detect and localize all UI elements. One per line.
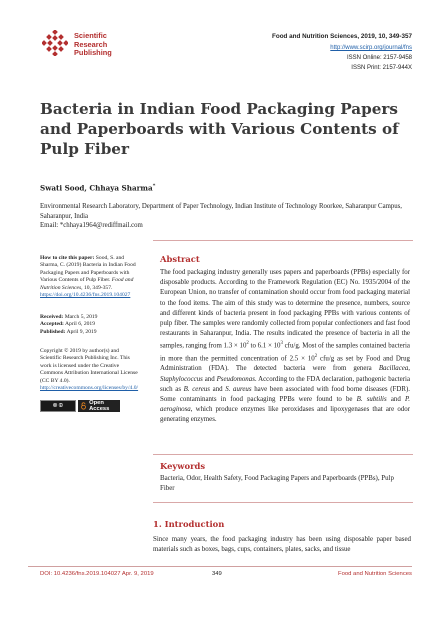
accepted-date: April 6, 2019 <box>65 321 96 328</box>
cc-icon: 🅭 <box>53 402 57 409</box>
publisher-name-line1: Scientific <box>74 31 107 40</box>
cite-text: Sood, S. and Sharma, C. (2019) Bacteria in Indian Food Packaging Papers and Paperboards with Various Contents of Pulp Fiber. <box>40 255 136 284</box>
abstract-text-1: The food packaging industry generally uses papers and paperboards (PPBs) especially for disposable products. According to the Framework Regulation (EC) No. 1935/2004 of the European Union, no transfer of contamination should occur from food packaging material to the food items. The aim of this study was to determine the presence, numbers, source and different kinds of bacteria present in food packaging PPBs with various contents of pulp fiber. The samples were randomly collected from popular confectioners and fast food restaurants in Saharanpur, India. The results indicated the presence of bacteria in all the samples, ranging from 1.3 × 10 <box>160 269 410 350</box>
abstract-top-rule <box>153 240 413 241</box>
footer-page-number: 349 <box>212 571 222 577</box>
received-row <box>40 314 140 321</box>
abstract-sup-2: 3 <box>280 341 283 347</box>
abstract-text-6: . According to the FDA declaration, pathogenic bacteria such as <box>160 375 410 393</box>
introduction-text: Since many years, the food packaging industry has been using disposable paper based materials such as boxes, bags, cups, containers, plates, sacks, and tissue <box>153 536 411 554</box>
abstract-species-3: B. subtilis <box>356 396 387 404</box>
citation-block <box>40 255 140 299</box>
article-authors <box>40 183 155 192</box>
keywords-heading: Keywords <box>160 461 206 471</box>
license-url-link[interactable]: http://creativecommons.org/licenses/by/4.0/ <box>40 385 139 392</box>
footer-rule <box>28 566 412 567</box>
abstract-genus-2: Pseudomonas <box>216 375 255 383</box>
publisher-name-line2: Research <box>74 39 108 49</box>
keywords-top-rule <box>153 454 413 455</box>
footer-doi: DOI: 10.4236/fns.2019.104027 Apr. 9, 2019 <box>40 571 154 577</box>
footer-journal: Food and Nutrition Sciences <box>337 571 412 577</box>
copyright-text: Copyright © 2019 by author(s) and Scientific Research Publishing Inc. This work is licensed under the Creative Commons Attribution International License (CC BY 4.0). <box>40 348 138 384</box>
abstract-body <box>160 268 410 426</box>
published-row <box>40 329 140 336</box>
accepted-label: Accepted: <box>40 321 64 328</box>
author-names: Swati Sood, Chhaya Sharma <box>40 183 153 193</box>
abstract-text-5: and <box>202 375 217 383</box>
abstract-text-4: cfu/g as set by Food and Drug Administration (FDA). The detected bacteria were from genera <box>160 355 411 373</box>
accepted-row <box>40 321 140 328</box>
cite-volume: , 10, 349-357. <box>81 284 113 291</box>
open-access-label: Open Access <box>89 400 110 412</box>
abstract-heading: Abstract <box>160 254 200 264</box>
abstract-species-1: B. cereus <box>183 385 210 393</box>
open-lock-icon <box>81 402 86 410</box>
author-affiliation: Environmental Research Laboratory, Department of Paper Technology, Indian Institute of Technology Roorkee, Saharanpur Campus, Saharanpur, India <box>40 203 403 220</box>
abstract-species-4: P. aeroginosa <box>160 396 410 414</box>
open-access-badge[interactable] <box>78 400 120 412</box>
published-label: Published: <box>40 328 66 335</box>
abstract-genus-1: Bacillacea, Staphylococcus <box>160 365 410 383</box>
author-email[interactable]: Email: *chhaya1964@rediffmail.com <box>40 222 143 229</box>
abstract-species-2: S. aureus <box>225 385 252 393</box>
abstract-text-10: , which produce enzymes like peroxidases and lipoxygenases that are odor generating enzymes. <box>160 406 410 424</box>
journal-citation: Food and Nutrition Sciences, 2019, 10, 349-357 <box>272 33 412 40</box>
copyright-block <box>40 348 140 392</box>
received-date: March 5, 2019 <box>64 314 98 320</box>
cite-journal: Food and Nutrition Sciences <box>40 277 134 291</box>
published-date: April 9, 2019 <box>66 328 97 335</box>
abstract-text-9: and <box>386 396 405 404</box>
abstract-text-7: and <box>209 385 226 393</box>
corresponding-author-mark: * <box>152 183 156 189</box>
abstract-text-3: cfu/g. Most of the samples contained bacteria in more than the permitted concentration of 2.5 × 10 <box>160 342 410 363</box>
cc-by-badge[interactable] <box>40 400 76 412</box>
abstract-text-2: to 6.1 × 10 <box>248 342 281 350</box>
introduction-heading: 1. Introduction <box>153 519 225 529</box>
dates-block <box>40 314 140 336</box>
cite-doi-link[interactable]: https://doi.org/10.4236/fns.2019.104027 <box>40 292 131 299</box>
abstract-sup-1: 2 <box>246 341 249 347</box>
publisher-name-line3: Publishing <box>74 48 112 58</box>
keywords-text: Bacteria, Odor, Health Safety, Food Packaging Papers and Paperboards (PPBs), Pulp Fiber <box>160 475 394 493</box>
issn-online: ISSN Online: 2157-9458 <box>346 55 412 61</box>
received-label: Received: <box>40 314 64 320</box>
abstract-sup-3: 2 <box>314 353 318 359</box>
scirp-logo-icon <box>42 30 68 56</box>
article-title: Bacteria in Indian Food Packaging Papers and Paperboards with Various Contents of Pulp Fiber <box>40 100 399 158</box>
issn-print: ISSN Print: 2157-944X <box>351 65 412 71</box>
keywords-bottom-rule <box>153 502 413 503</box>
by-icon: 🅯 <box>59 402 63 409</box>
journal-url-link[interactable]: http://www.scirp.org/journal/fns <box>330 45 412 51</box>
abstract-text-8: have been associated with food borne diseases (FDR). Some contaminants in food packaging PPBs were found to be <box>160 385 410 404</box>
cite-label: How to cite this paper: <box>40 255 95 261</box>
